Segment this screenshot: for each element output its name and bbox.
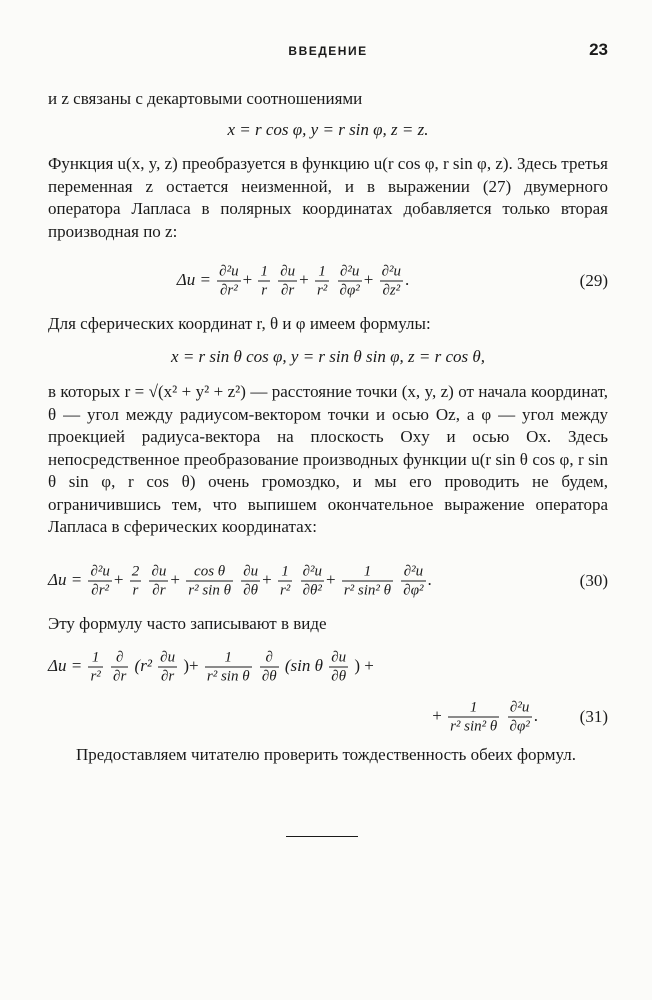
equation-31-line-1 [48,644,608,690]
eq31-frac-f-num: ∂u [331,649,347,666]
eq31-frac-c-num: ∂u [160,649,176,666]
eq30-frac-2-num: 2 [131,563,140,580]
equation-31-line-1-body: Δu = $\frac{1}{\text{r²}}$ $\frac{\partial}{\partial r}$ (r² $\frac{\partial u}{\partial r}$ )+ $\frac{1}{\text{r² sin θ}}$ $\frac{\partial}{\partial\theta}$ (sin θ $\frac{\partial u}{\partial\theta}$ ) + [48,649,374,685]
eq30-frac-7 [301,563,324,600]
eq30-frac-4 [186,563,233,600]
eq29-frac-6 [380,263,403,300]
eq31-frac-b-den: ∂r [113,668,127,685]
eq31-frac-e [260,649,279,686]
eq29-frac-1-num: ∂²u [219,263,239,280]
cylindrical-mapping-text: x = r cos φ, y = r sin φ, z = z. [227,120,429,139]
spherical-mapping-text: x = r sin θ cos φ, y = r sin θ sin φ, z = r cos θ, [171,347,485,366]
eq30-frac-9-num: ∂²u [401,563,425,582]
eq31-frac-f [329,649,348,686]
eq30-lhs: Δu = [48,569,83,589]
eq30-frac-5 [241,563,260,600]
eq31-paren-close-2: ) + [354,655,374,675]
eq30-frac-3-num: ∂u [151,563,167,580]
eq30-frac-8-den: r² sin² θ [343,582,392,599]
eq30-frac-3 [149,563,168,600]
paragraph-4: в которых r = √(x² + y² + z²) — расстояние точки (x, y, z) от начала координат, θ — угол между радиусом-вектором точки и осью Oz, а φ — угол между проекцией радиуса-вектора на плоскость Oxy и осью Ox. Здесь непосредственное преобразование производных функции u(r sin θ cos φ, r sin θ sin φ, r cos θ) очень громоздко, и мы его проводить не будем, ограничившись тем, что выпишем окончательное выражение оператора Лапласа в сферических координатах: [48,382,608,536]
eq30-frac-5-num: ∂u [243,563,259,580]
running-title: ВВЕДЕНИЕ [288,44,368,58]
equation-30-body: Δu = $\frac{\text{∂²u}}{\text{∂r²}}$ + $\frac{2}{r}$ $\frac{\partial u}{\partial r}$ + $\frac{\text{cos θ}}{\text{r² sin θ}}$ $\frac{\partial u}{\partial\theta}$ + $\frac{1}{\text{r²}}$ $\frac{\text{∂²u}}{\text{∂θ²}}$ + $\frac{1}{\text{r² sin² θ}}$ $\frac{\text{∂²u}}{\text{∂φ²}}$ . [48,563,432,599]
eq30-frac-9-den: ∂φ² [403,582,424,599]
eq29-frac-3-num: ∂u [280,263,296,280]
cylindrical-mapping [48,116,608,144]
eq31-paren-close-1: ) [183,655,190,675]
section-end-rule [286,836,358,837]
equation-31-line-2-body: + $\frac{1}{\text{r² sin² θ}}$ $\frac{\text{∂²u}}{\text{∂φ²}}$ . [432,699,538,735]
eq29-frac-4 [315,263,329,300]
eq31-frac-g-den: r² sin² θ [450,718,498,735]
equation-31-number: (31) [579,707,608,726]
eq30-frac-8-num: 1 [342,563,393,582]
eq31-frac-c-den: ∂r [161,668,175,685]
eq29-frac-6-num: ∂²u [381,263,402,280]
eq30-frac-9 [401,563,425,600]
eq29-frac-1-den: ∂r² [220,282,238,299]
eq31-frac-d-den: r² sin θ [206,668,250,685]
equation-30-number: (30) [579,571,608,590]
equation-30 [48,558,608,604]
eq29-lhs: Δu = [176,269,211,289]
eq31-paren-open-1: (r² [134,655,152,675]
paragraph-6: Предоставляем читателю проверить тождественность обеих формул. [76,745,576,764]
eq31-frac-h-num: ∂²u [508,699,532,718]
equation-29-body: Δu = $\frac{\text{∂²u}}{\text{∂r²}}$ + $\frac{1}{r}$ $\frac{\partial u}{\partial r}$ + $\frac{1}{\text{r²}}$ $\frac{\text{∂²u}}{\text{∂φ²}}$ + $\frac{\text{∂²u}}{\text{∂z²}}$ . [176,263,410,299]
eq31-frac-h [508,699,532,736]
eq31-frac-a-num: 1 [88,649,102,668]
equation-29 [48,258,608,304]
eq30-frac-4-num: cos θ [186,563,233,582]
page-header [48,40,608,70]
eq29-frac-3-den: ∂r [281,282,295,299]
eq31-frac-d [205,649,252,686]
eq31-frac-b-num: ∂ [111,649,128,668]
eq31-frac-a [88,649,102,686]
eq30-frac-2 [130,563,142,600]
eq31-frac-g [448,699,499,736]
eq29-frac-5-den: ∂φ² [339,282,360,299]
eq30-frac-5-den: ∂θ [243,582,259,599]
eq29-frac-5-num: ∂²u [338,263,362,282]
equation-29-number: (29) [579,271,608,290]
eq29-frac-1 [217,263,240,300]
eq29-frac-3 [278,263,297,300]
eq29-frac-2-num: 1 [260,263,268,280]
eq30-frac-2-den: r [132,582,139,599]
eq29-frac-4-den: r² [316,282,328,299]
eq30-frac-1-num: ∂²u [90,563,110,580]
eq31-frac-e-num: ∂ [260,649,279,668]
eq30-frac-1-den: ∂r² [91,582,110,599]
eq30-frac-4-den: r² sin θ [188,582,231,599]
eq31-frac-e-den: ∂θ [261,668,277,685]
eq29-frac-6-den: ∂z² [382,282,401,299]
paragraph-2: Функция u(x, y, z) преобразуется в функцию u(r cos φ, r sin φ, z). Здесь третья переменная z остается неизменной, и в выражении (27) двумерного оператора Лапласа в полярных координатах добавляется только вторая производная по z: [48,154,608,241]
eq31-paren-open-2: (sin θ [284,655,323,675]
eq29-frac-5 [338,263,362,300]
eq30-frac-6-den: r² [279,582,291,599]
eq31-frac-a-den: r² [90,668,101,685]
eq30-frac-8 [342,563,393,600]
eq30-frac-3-den: ∂r [152,582,166,599]
equation-31-line-2 [48,694,608,740]
eq30-frac-7-den: ∂θ² [302,582,322,599]
paragraph-1: и z связаны с декартовыми соотношениями [48,89,363,108]
eq30-frac-7-num: ∂²u [302,563,322,580]
eq31-frac-b [111,649,128,686]
eq31-frac-f-den: ∂θ [331,668,347,685]
eq31-frac-g-num: 1 [448,699,499,718]
eq31-frac-d-num: 1 [205,649,252,668]
eq29-frac-2 [258,263,270,300]
eq31-frac-h-den: ∂φ² [509,718,530,735]
eq31-frac-c [158,649,177,686]
eq30-frac-6 [278,563,292,600]
page-number: 23 [589,40,608,59]
eq29-frac-2-den: r [261,282,268,299]
eq31-lhs: Δu = [48,655,83,675]
paragraph-5: Эту формулу часто записывают в виде [48,614,327,633]
paragraph-3: Для сферических координат r, θ и φ имеем формулы: [48,314,431,333]
eq30-frac-6-num: 1 [278,563,292,582]
spherical-mapping [48,343,608,371]
eq30-frac-1 [88,563,111,600]
eq29-frac-4-num: 1 [315,263,329,282]
